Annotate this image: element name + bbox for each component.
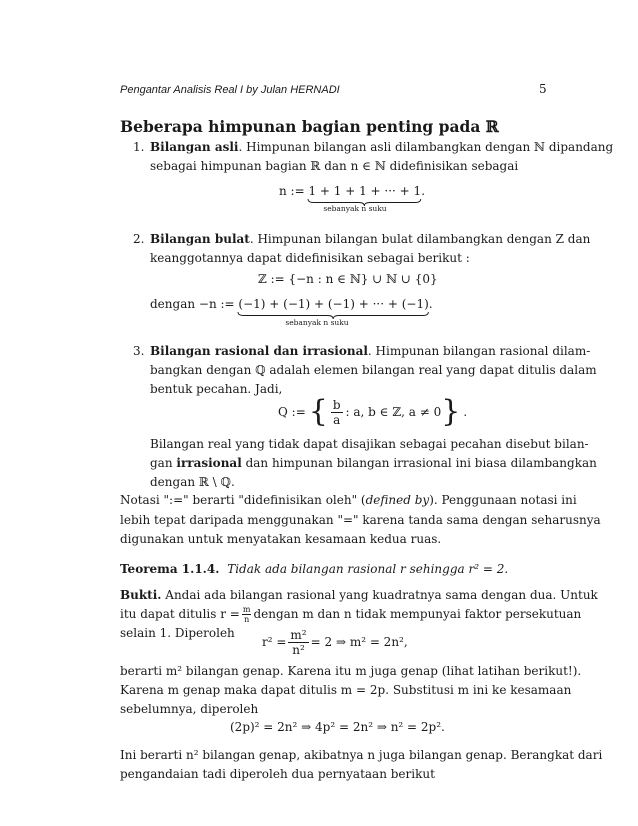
proof-line4: berarti m² bilangan genap. Karena itu m juga genap (lihat latihan berikut!). [120,664,582,678]
item-2-number: 2. [133,232,145,246]
right-brace-icon: } [441,394,461,429]
item-3-para-line1: Bilangan real yang tidak dapat disajikan sebagai pecahan disebut bilan- [150,437,589,451]
theorem [120,560,508,579]
proof-line2-b: dengan m dan n tidak mempunyai faktor persekutuan [253,607,582,621]
proof-line7: Ini berarti n² bilangan genap, akibatnya n juga bilangan genap. Berangkat dari [120,748,603,762]
item-3-line1 [150,342,590,361]
section-title: Beberapa himpunan bagian penting pada ℝ [120,117,499,136]
item-2-line3-end: . [428,297,433,311]
item-1-formula [279,184,425,198]
eq1-rest: = 2 ⇒ m² = 2n², [310,635,408,649]
item-3-para-line2-a: gan [150,456,177,470]
eq1-lhs: r² = [262,635,287,649]
theorem-label: Teorema 1.1.4. [120,562,220,576]
proof-line8: pengandaian tadi diperoleh dua pernyataan berikut [120,767,435,781]
eq1-frac-den: n² [292,642,305,657]
item-2-underbrace [238,297,428,311]
item-3-line3: bentuk pecahan. Jadi, [150,382,283,396]
proof-line5: Karena m genap maka dapat ditulis m = 2p. Substitusi m ini ke kesamaan [120,683,572,697]
item-3-line2: bangkan dengan ℚ adalah elemen bilangan real yang dapat ditulis dalam [150,363,597,377]
proof-line2 [120,605,581,624]
item-2-term: Bilangan bulat [150,232,250,246]
item-2-line3-lhs: dengan −n := [150,297,239,311]
eq1-frac-num: m² [290,627,307,642]
proof-m-over-n [242,605,252,624]
notasi-defined-by: defined by [365,493,430,507]
item-2-line3-body: (−1) + (−1) + (−1) + ··· + (−1) [238,297,429,311]
notasi-line2: lebih tepat daripada menggunakan "=" karena tanda sama dengan seharusnya [120,513,601,527]
item-1-formula-body: 1 + 1 + 1 + ··· + 1 [308,184,422,198]
item-2-line1-text: . Himpunan bilangan bulat dilambangkan dengan Z dan [249,232,591,246]
item-3-term: Bilangan rasional dan irrasional [150,344,368,358]
item-1-brace-label: sebanyak n suku [323,204,387,213]
proof-line6: sebelumnya, diperoleh [120,702,259,716]
notasi-line1-b: ). Penggunaan notasi ini [429,493,577,507]
item-3-para-line3: dengan ℝ \ ℚ. [150,475,235,489]
proof-frac-den: n [244,615,250,624]
item-1-underbrace [308,184,421,198]
notasi-line3: digunakan untuk menyatakan kesamaan kedua ruas. [120,532,442,546]
item-2-brace-label: sebanyak n suku [285,318,349,327]
proof-equation-2: (2p)² = 2n² ⇒ 4p² = 2n² ⇒ n² = 2p². [230,720,445,734]
item-1-line1-text: . Himpunan bilangan asli dilambangkan dengan ℕ dipandang [238,140,614,154]
item-3-formula-lhs: Q := [278,405,306,419]
item-3-para-line2 [150,454,597,473]
item-1-number: 1. [133,140,145,154]
proof-line2-a: itu dapat ditulis r = [120,607,240,621]
proof-line1-text: Andai ada bilangan rasional yang kuadratnya sama dengan dua. Untuk [161,588,598,602]
item-3-frac-num: b [332,397,341,412]
proof-equation-1 [262,624,408,660]
item-3-formula-end: . [463,405,468,419]
eq1-fraction [288,628,308,657]
item-1-line1 [150,138,614,157]
item-3-irrasional: irrasional [176,456,242,470]
item-3-line1-text: . Himpunan bilangan rasional dilam- [367,344,591,358]
item-3-number: 3. [133,344,145,358]
item-3-formula [278,390,467,434]
item-1-line2: sebagai himpunan bagian ℝ dan n ∈ ℕ didefinisikan sebagai [150,159,519,173]
item-1-formula-lhs: n := [279,184,309,198]
item-2-formula: ℤ := {−n : n ∈ ℕ} ∪ ℕ ∪ {0} [258,272,438,286]
item-3-para-line2-b: dan himpunan bilangan irrasional ini biasa dilambangkan [241,456,597,470]
proof-line1 [120,586,598,605]
proof-label: Bukti. [120,588,162,602]
running-header: Pengantar Analisis Real I by Julan HERNADI [120,84,340,96]
item-3-frac-den: a [333,412,341,427]
proof-line3: selain 1. Diperoleh [120,626,235,640]
theorem-statement: Tidak ada bilangan rasional r sehingga r² = 2. [227,562,509,576]
item-2-line1 [150,230,590,249]
item-1-term: Bilangan asli [150,140,239,154]
left-brace-icon: { [308,394,328,429]
item-3-fraction [331,398,343,427]
item-3-formula-rest: : a, b ∈ ℤ, a ≠ 0 [345,405,442,419]
notasi-line1-a: Notasi ":=" berarti "didefinisikan oleh" ( [120,493,366,507]
item-2-line3 [150,297,433,311]
proof-frac-num: m [242,605,251,614]
page-number: 5 [539,82,547,96]
item-2-line2: keanggotannya dapat didefinisikan sebagai berikut : [150,251,470,265]
notasi-line1 [120,491,577,510]
item-1-formula-end: . [421,184,426,198]
